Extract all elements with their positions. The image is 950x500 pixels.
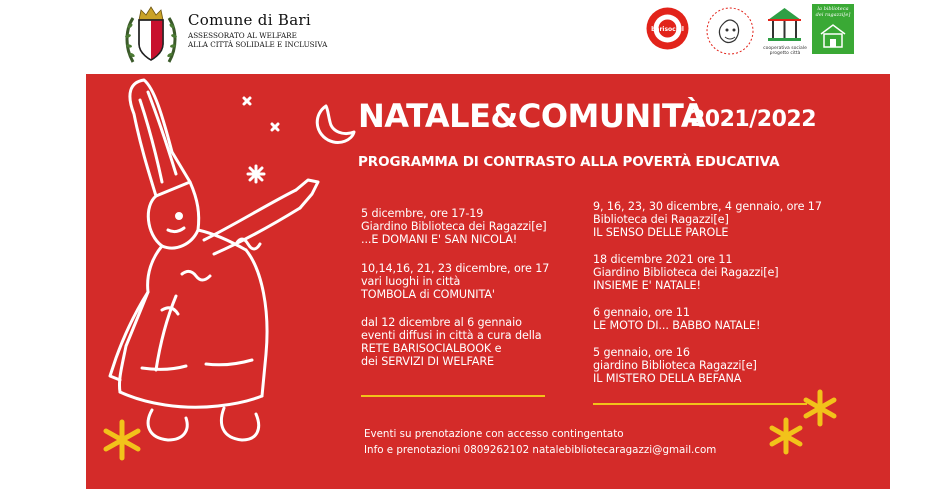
house-icon <box>818 22 848 50</box>
event-place: eventi diffusi in città a cura della <box>361 329 542 342</box>
event-place: Giardino Biblioteca dei Ragazzi[e] <box>593 266 779 279</box>
event-place: Giardino Biblioteca dei Ragazzi[e] <box>361 220 547 233</box>
event-date: 10,14,16, 21, 23 dicembre, ore 17 <box>361 262 550 275</box>
poster-footer <box>364 426 716 458</box>
poster-year: 2021/2022 <box>690 107 816 132</box>
event-moto-babbo-natale <box>593 306 760 332</box>
event-date: 18 dicembre 2021 ore 11 <box>593 253 733 266</box>
progetto-citta-logo <box>762 4 807 60</box>
biblioteca-ragazzi-label: la biblioteca dei ragazzi[e] <box>815 6 851 18</box>
barisocialbook-logo <box>705 6 755 56</box>
bari-crest-logo <box>123 4 179 66</box>
asterisk-icon <box>106 422 138 458</box>
event-date: dal 12 dicembre al 6 gennaio <box>361 316 522 329</box>
star-icon <box>248 166 264 182</box>
event-senso-parole <box>593 200 822 239</box>
event-title: TOMBOLA di COMUNITA' <box>361 288 495 301</box>
poster-title: NATALE&COMUNITÀ <box>358 97 706 135</box>
barisocial-logo <box>645 6 690 51</box>
moon-icon <box>317 106 354 142</box>
poster-subtitle: PROGRAMMA DI CONTRASTO ALLA POVERTÀ EDUCATIVA <box>358 154 780 170</box>
biblioteca-ragazzi-logo <box>812 4 854 54</box>
footer-booking-note: Eventi su prenotazione con accesso contingentato <box>364 428 624 440</box>
event-date: 9, 16, 23, 30 dicembre, 4 gennaio, ore 17 <box>593 200 822 213</box>
event-title: LE MOTO DI... BABBO NATALE! <box>593 319 761 332</box>
comune-name: Comune di Bari <box>188 11 311 29</box>
divider-line-left <box>361 395 545 397</box>
event-title: IL SENSO DELLE PAROLE <box>593 226 729 239</box>
barisocial-text: barisocial <box>651 26 684 33</box>
event-place: Biblioteca dei Ragazzi[e] <box>593 213 729 226</box>
event-insieme-natale <box>593 253 779 292</box>
event-title: dei SERVIZI DI WELFARE <box>361 355 494 368</box>
event-title: INSIEME E' NATALE! <box>593 279 701 292</box>
event-date: 5 dicembre, ore 17-19 <box>361 207 484 220</box>
header <box>0 0 950 72</box>
event-title: IL MISTERO DELLA BEFANA <box>593 372 742 385</box>
assessorato-line2: ALLA CITTÀ SOLIDALE E INCLUSIVA <box>188 40 328 49</box>
progetto-citta-label: cooperativa sociale progetto città <box>763 46 807 56</box>
assessorato-line1: ASSESSORATO AL WELFARE <box>188 31 297 40</box>
event-tombola <box>361 262 549 301</box>
event-place: giardino Biblioteca Ragazzi[e] <box>593 359 757 372</box>
star-icon <box>272 124 278 130</box>
asterisk-icon <box>772 420 800 452</box>
event-san-nicola <box>361 207 547 246</box>
event-date: 6 gennaio, ore 11 <box>593 306 690 319</box>
footer-contacts: Info e prenotazioni 0809262102 natalebibliotecaragazzi@gmail.com <box>364 444 717 456</box>
event-mistero-befana <box>593 346 757 385</box>
carousel-icon <box>762 4 807 44</box>
divider-line-right <box>593 403 807 405</box>
event-title: RETE BARISOCIALBOOK e <box>361 342 502 355</box>
event-rete-barisocialbook <box>361 316 542 368</box>
star-icon <box>244 98 250 104</box>
asterisk-icon <box>806 392 834 424</box>
event-title: ...E DOMANI E' SAN NICOLA! <box>361 233 518 246</box>
comune-di-bari-block <box>188 12 358 49</box>
event-place: vari luoghi in città <box>361 275 461 288</box>
event-date: 5 gennaio, ore 16 <box>593 346 690 359</box>
